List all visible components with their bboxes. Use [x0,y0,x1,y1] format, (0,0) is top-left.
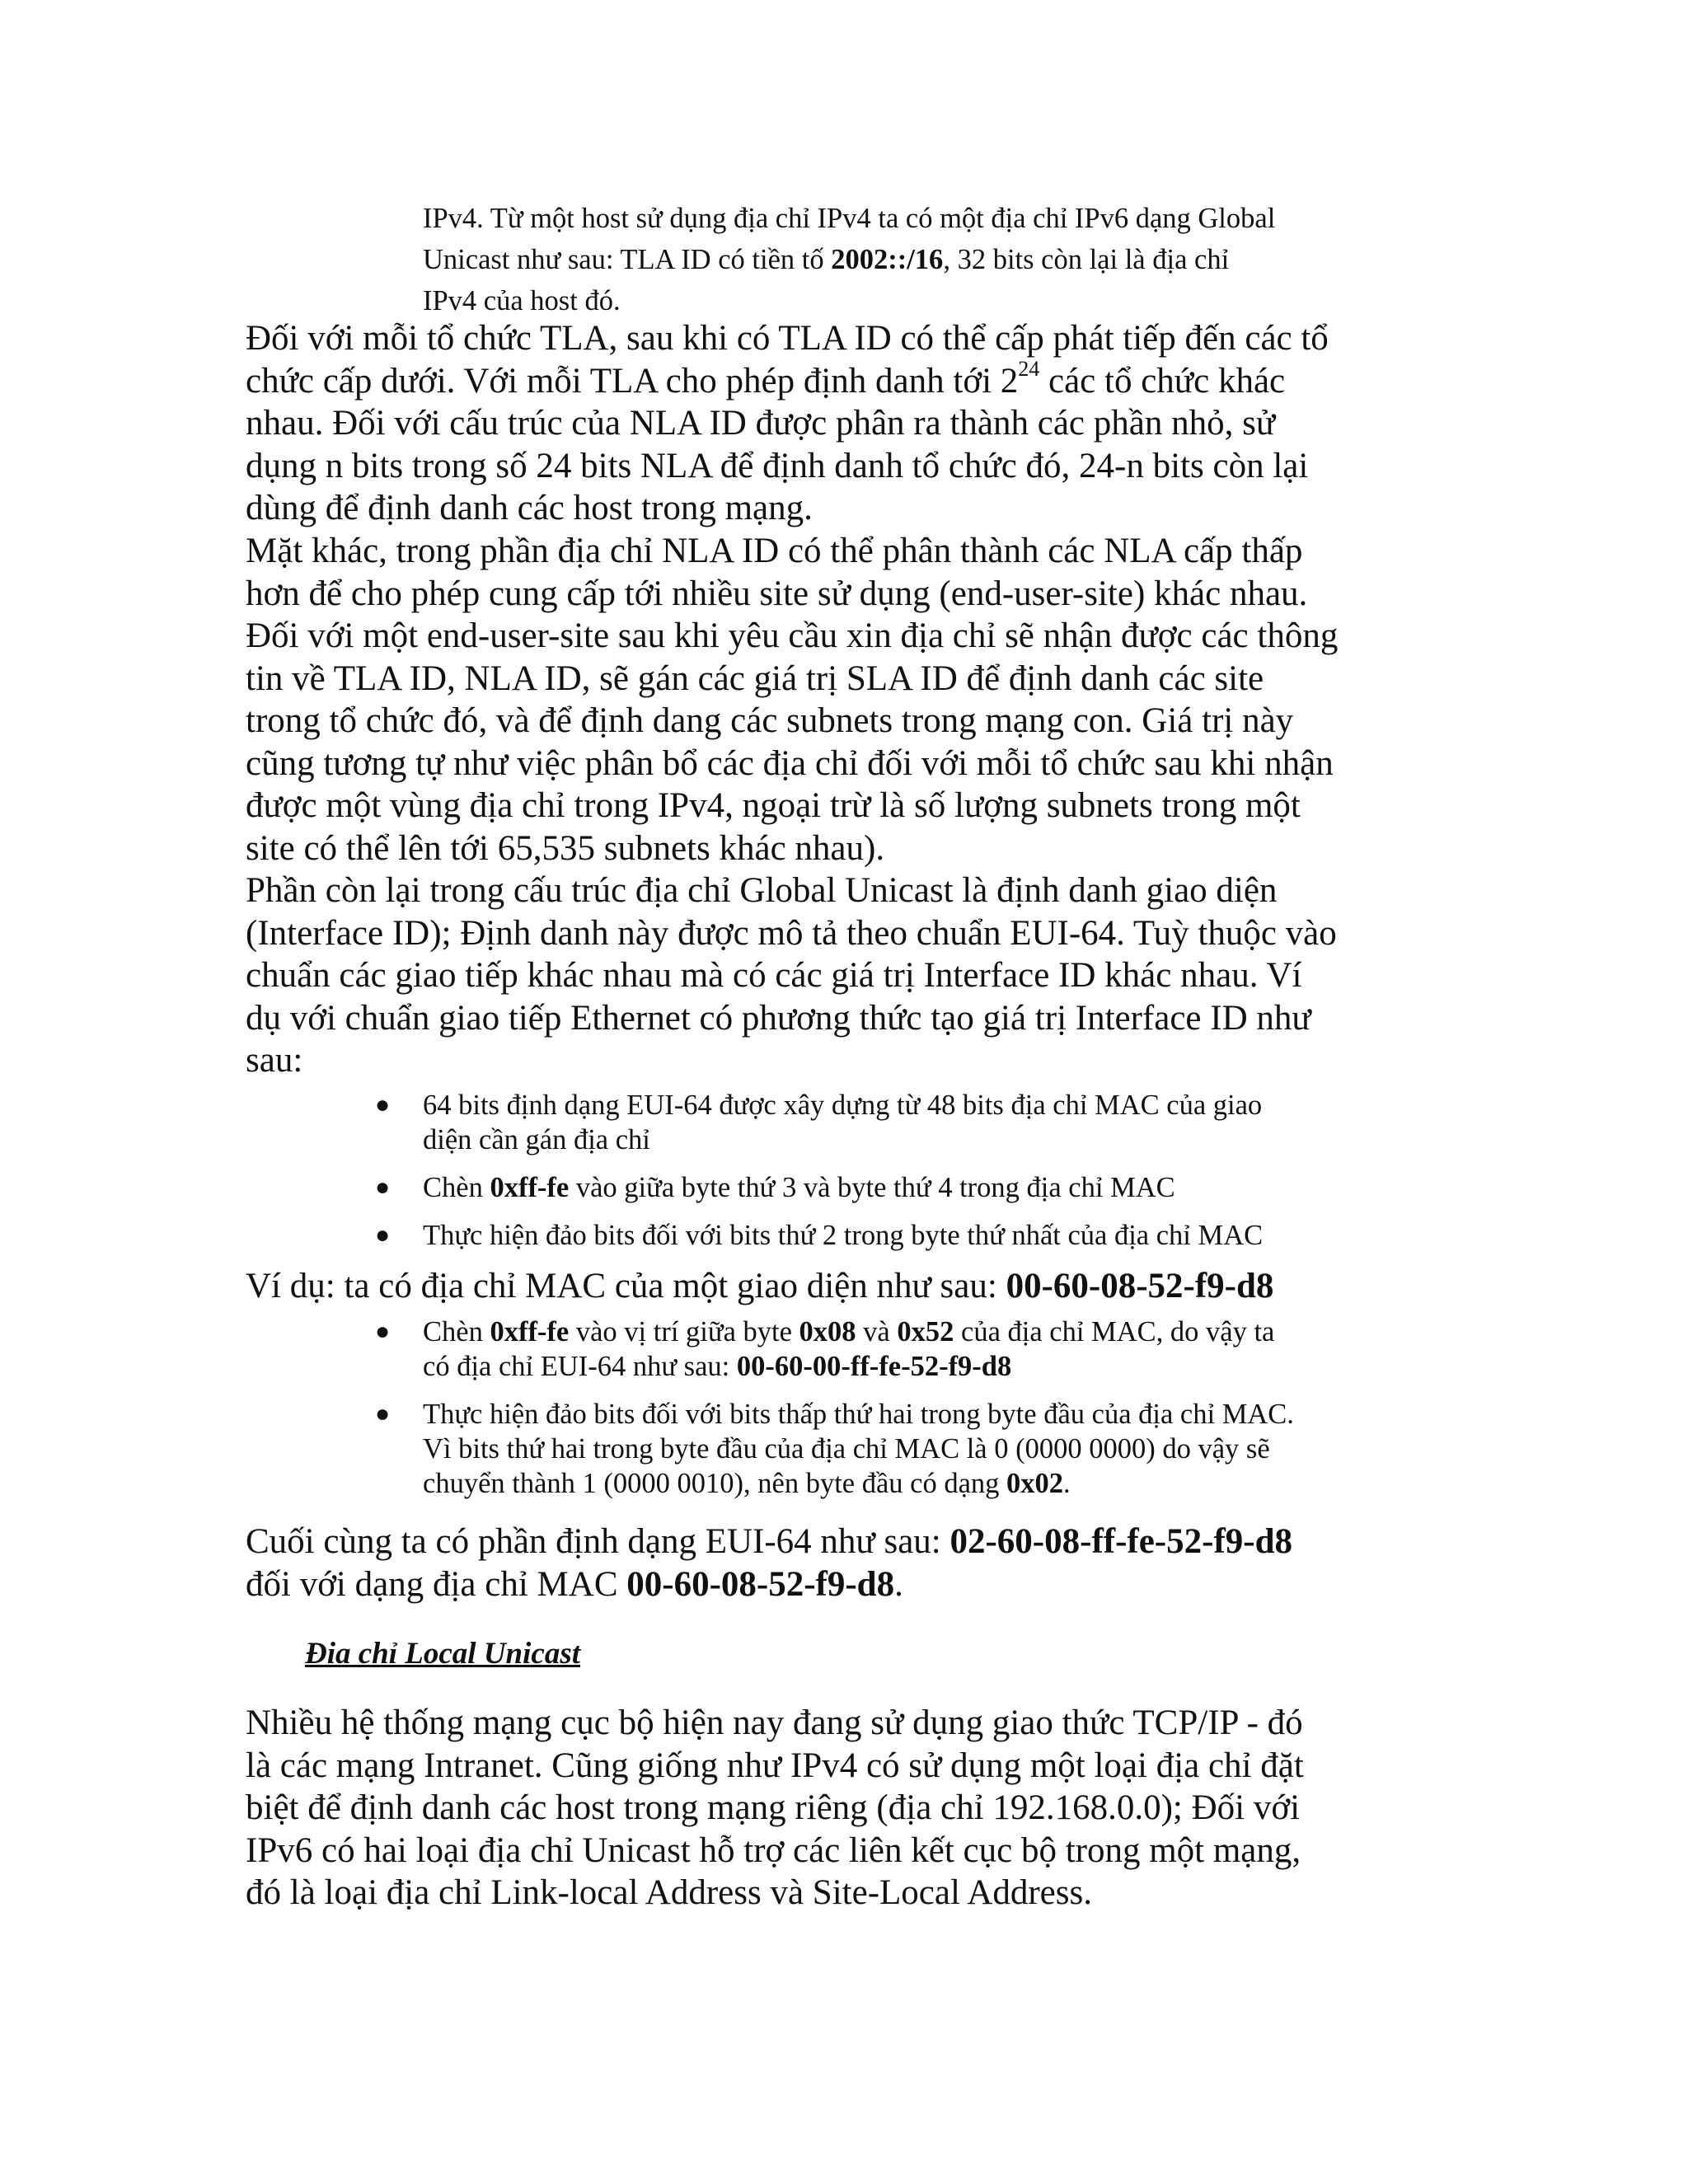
text-line: Nhiều hệ thống mạng cục bộ hiện nay đang sử dụng giao thức TCP/IP - đó [246,1704,1303,1742]
superscript: 24 [1018,357,1040,382]
intro-continuation [423,198,1432,321]
list-item: ● Chèn 0xff-fe vào vị trí giữa byte 0x08 và 0x52 của địa chỉ MAC, do vậy ta có địa chỉ EUI-64 như sau: 00-60-00-ff-fe-52-f9-d8 [375,1316,1275,1382]
mac-address: 00-60-08-52-f9-d8 [1006,1267,1274,1305]
text-line: Đối với một end-user-site sau khi yêu cầu xin địa chỉ sẽ nhận được các thông [246,616,1339,655]
paragraph-local-unicast [246,1702,1449,1915]
list-item: ● Thực hiện đảo bits đối với bits thứ 2 trong byte thứ nhất của địa chỉ MAC [375,1220,1264,1251]
text-line: Unicast như sau: TLA ID có tiền tố 2002::/16, 32 bits còn lại là địa chỉ [423,244,1230,275]
text-line: chức cấp dưới. Với mỗi TLA cho phép định danh tới $2^{24}$ các tổ chức khác [246,357,1286,401]
text-line: hơn để cho phép cung cấp tới nhiều site sử dụng (end-user-site) khác nhau. [246,574,1308,613]
text-line: Phần còn lại trong cấu trúc địa chỉ Global Unicast là định danh giao diện [246,871,1278,910]
bullet-icon: ● [375,1318,391,1345]
paragraph-tla [246,317,1449,530]
list-item: ● Chèn 0xff-fe vào giữa byte thứ 3 và byte thứ 4 trong địa chỉ MAC [375,1172,1175,1203]
bullet-icon: ● [375,1174,391,1201]
text-line: site có thể lên tới 65,535 subnets khác nhau). [246,828,885,868]
section-heading: Đia chỉ Local Unicast [305,1637,581,1671]
text-line: dùng để định danh các host trong mạng. [246,489,813,527]
bullet-icon: ● [375,1091,391,1118]
text-line: trong tổ chức đó, và để định dang các subnets trong mạng con. Giá trị này [246,701,1294,740]
paragraph-nla [246,530,1449,869]
text-line: đó là loại địa chỉ Link-local Address và Site-Local Address. [246,1873,1092,1912]
text-line: Mặt khác, trong phần địa chỉ NLA ID có thể phân thành các NLA cấp thấp [246,532,1303,570]
text-line: Ví dụ: ta có địa chỉ MAC của một giao diện như sau: 00-60-08-52-f9-d8 [246,1267,1274,1305]
text-line: đối với dạng địa chỉ MAC 00-60-08-52-f9-d8. [246,1564,903,1604]
text-line: tin về TLA ID, NLA ID, sẽ gán các giá trị SLA ID để định danh các site [246,658,1264,698]
paragraph-interface-id [246,869,1449,1082]
text-line: chuẩn các giao tiếp khác nhau mà có các giá trị Interface ID khác nhau. Ví [246,956,1302,995]
text-line: là các mạng Intranet. Cũng giống như IPv4 có sử dụng một loại địa chỉ đặt [246,1746,1304,1785]
bullet-list-example [375,1315,1447,1501]
list-item: ● Thực hiện đảo bits đối với bits thấp thứ hai trong byte đầu của địa chỉ MAC. Vì bits thứ hai trong byte đầu của địa chỉ MAC là 0 (0000 0000) do vậy sẽ chuyển thành 1 (0000 0010), nên byte đầu có dạng 0x02. [375,1399,1294,1499]
text-line: cũng tương tự như việc phân bổ các địa chỉ đối với mỗi tổ chức sau khi nhận [246,743,1334,783]
text-line: biệt để định danh các host trong mạng riêng (địa chỉ 192.168.0.0); Đối với [246,1788,1301,1827]
text-line: dụng n bits trong số 24 bits NLA để định danh tổ chức đó, 24-n bits còn lại [246,446,1309,485]
list-item: ● 64 bits định dạng EUI-64 được xây dựng từ 48 bits địa chỉ MAC của giao diện cần gán địa chỉ [375,1090,1263,1155]
text-line: IPv4. Từ một host sử dụng địa chỉ IPv4 ta có một địa chỉ IPv6 dạng Global [423,203,1276,234]
paragraph-conclusion [246,1521,1449,1605]
prefix-bold: 2002::/16 [831,244,944,275]
text-line: dụ với chuẩn giao tiếp Ethernet có phương thức tạo giá trị Interface ID như [246,998,1311,1038]
example-line [246,1265,1449,1308]
text-line: IPv4 của host đó. [423,285,621,316]
text-line: được một vùng địa chỉ trong IPv4, ngoại trừ là số lượng subnets trong một [246,786,1301,825]
text-line: Đối với mỗi tổ chức TLA, sau khi có TLA ID có thể cấp phát tiếp đến các tổ [246,319,1329,358]
text-line: nhau. Đối với cấu trúc của NLA ID được phân ra thành các phần nhỏ, sử [246,404,1276,443]
text-line: (Interface ID); Định danh này được mô tả theo chuẩn EUI-64. Tuỳ thuộc vào [246,913,1337,953]
text-line: IPv6 có hai loại địa chỉ Unicast hỗ trợ các liên kết cục bộ trong một mạng, [246,1830,1301,1870]
bullet-list-eui64 [375,1088,1447,1253]
text-line: Cuối cùng ta có phần định dạng EUI-64 như sau: 02-60-08-ff-fe-52-f9-d8 [246,1522,1292,1561]
bullet-icon: ● [375,1221,391,1249]
text-line: sau: [246,1041,303,1080]
bullet-icon: ● [375,1400,391,1427]
